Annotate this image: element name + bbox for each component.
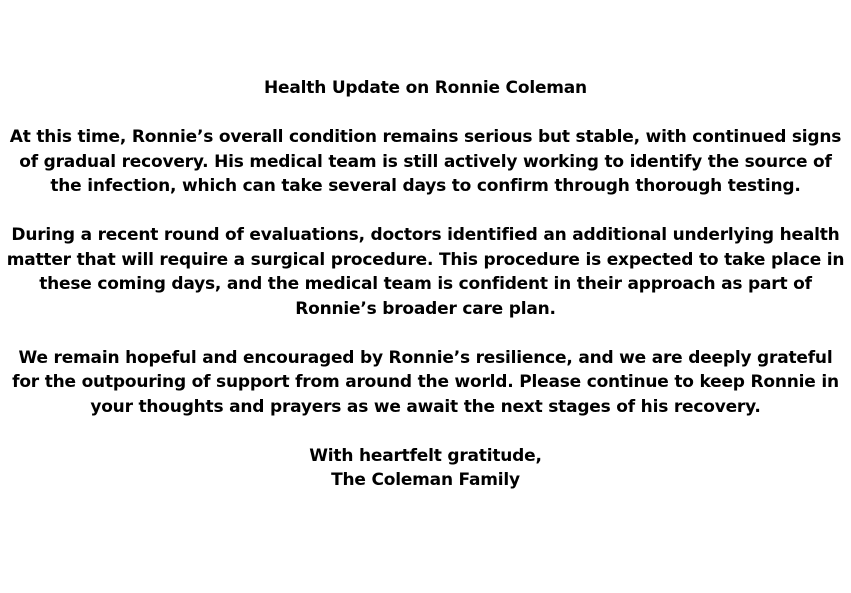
- paragraph-procedure: [0, 223, 851, 321]
- paragraph-line: for the outpouring of support from around the world. Please continue to keep Ronnie in: [12, 372, 839, 392]
- health-update-document: [0, 76, 851, 493]
- paragraph-line: the infection, which can take several days to confirm through thorough testing.: [50, 176, 801, 196]
- paragraph-line: We remain hopeful and encouraged by Ronnie’s resilience, and we are deeply grateful: [18, 347, 833, 368]
- paragraph-line: At this time, Ronnie’s overall condition remains serious but stable, with continued signs: [9, 127, 842, 147]
- paragraph-line: During a recent round of evaluations, doctors identified an additional underlying health: [11, 225, 840, 245]
- paragraph-line: Ronnie’s broader care plan.: [295, 298, 556, 319]
- paragraph-gratitude: [0, 346, 851, 420]
- document-title: Health Update on Ronnie Coleman: [264, 78, 587, 98]
- paragraph-line: your thoughts and prayers as we await the next stages of his recovery.: [90, 396, 761, 417]
- paragraph-condition: [0, 125, 851, 199]
- paragraph-line: these coming days, and the medical team is confident in their approach as part of: [39, 274, 812, 294]
- signoff: [0, 444, 851, 493]
- closing-line: With heartfelt gratitude,: [309, 445, 542, 466]
- signature-line: The Coleman Family: [331, 470, 520, 490]
- paragraph-line: matter that will require a surgical procedure. This procedure is expected to take place in: [6, 249, 845, 270]
- paragraph-line: of gradual recovery. His medical team is still actively working to identify the source of: [19, 151, 832, 172]
